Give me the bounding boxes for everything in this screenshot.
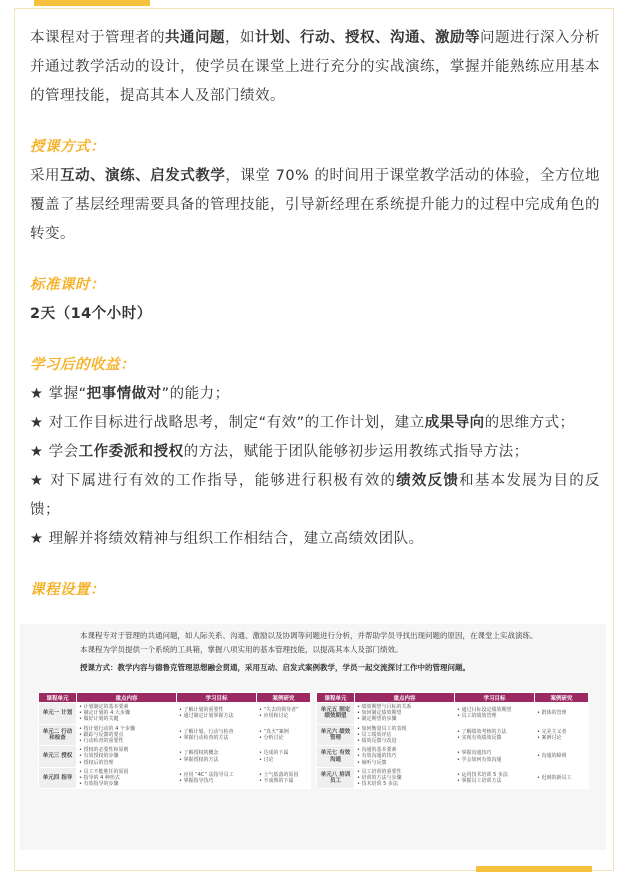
image-line-1: 本课程专对于管理的共通问题，如人际关系、沟通、激励以及协调等问题进行分析，并帮助学员寻找出现问题的原因，在课堂上实战演练。 [80,631,538,640]
table-cell-unit: 单元五 制定绩效期望 [317,703,355,725]
table-header-cell: 重点内容 [355,693,455,703]
table-cell-goal: • 了解计划、行动与检查 • 掌握行动检查的方法 [177,724,257,746]
table-header-cell: 学习目标 [177,693,257,703]
table-cell-content: • 如何衡量员工的表现 • 员工绩效评估 • 绩效反馈与改进 [355,724,455,746]
benefit-item: ★ 理解并将绩效精神与组织工作相结合，建立高绩效团队。 [30,531,424,547]
setup-heading: 课程设置： [30,582,105,598]
table-cell-goal: • 运用技术培训 5 步法 • 掌握员工培训方法 [455,767,535,789]
setup-section [30,576,600,605]
table-cell-case: • “失去的领导者” • 应用和讨论 [257,703,311,725]
image-line-3: 授课方式：教学内容与德鲁克管理思想融会贯通，采用互动、启发式案例教学，学员一起交流探讨工作中的管理问题。 [80,663,470,672]
table-row [39,767,311,789]
table-cell-unit: 单元四 指导 [39,767,77,789]
hours-section [30,271,600,329]
table-row [317,703,589,725]
table-cell-unit: 单元六 绩效管理 [317,724,355,746]
table-cell-content: • 绩效期望与目标的关系 • 如何制定绩效期望 • 制定期望的步骤 [355,703,455,725]
course-structure-image [20,624,606,850]
table-cell-unit: 单元二 行动和检查 [39,724,77,746]
article-body [30,24,600,605]
table-cell-content: • 计划制定的基本要素 • 制定计划的 4 大步骤 • 做好计划的关键 [77,703,177,725]
table-row [317,746,589,768]
table-cell-case: • 完美主义者 • 案例讨论 [535,724,589,746]
image-line-2: 本课程为学员提供一个系统的工具箱，掌握八项实用的基本管理技能，以提高其本人及部门绩效。 [80,645,403,654]
table-cell-content: • 沟通的基本要素 • 有效沟通的技巧 • 倾听与反馈 [355,746,455,768]
table-cell-goal: • 通过目标设定绩效期望 • 员工的绩效管理 [455,703,535,725]
table-header-cell: 重点内容 [77,693,177,703]
table-row [39,746,311,768]
table-header-cell: 课程单元 [317,693,355,703]
table-cell-goal: • 掌握沟通技巧 • 学会如何有效沟通 [455,746,535,768]
table-header-cell: 学习目标 [455,693,535,703]
benefit-item: ★ 对下属进行有效的工作指导，能够进行积极有效的绩效反馈和基本发展为目的反馈； [30,473,601,518]
table-cell-case: • 达成的下属 • 讨论 [257,746,311,768]
table-header-cell: 课程单元 [39,693,77,703]
benefits-list [30,380,600,554]
table-cell-goal: • 了解授权的概念 • 掌握授权的方法 [177,746,257,768]
method-text: 采用互动、演练、启发式教学，课堂 70% 的时间用于课堂教学活动的体验，全方位地覆盖了基层经理需要具备的管理技能，引导新经理在系统提升能力的过程中完成角色的转变。 [30,168,601,242]
hours-text: 2天（14个小时） [30,306,152,322]
course-table-left [38,692,311,789]
table-cell-content: • 员工培训的重要性 • 培训的方法与步骤 • 技术培训 5 步法 [355,767,455,789]
table-cell-goal: • 应用 “4C” 法指导员工 • 掌握指导技巧 [177,767,257,789]
table-cell-case: • 士气低落的原因 • 不成熟的下属 [257,767,311,789]
course-table-right [316,692,589,789]
table-header-cell: 案例研究 [257,693,311,703]
table-cell-goal: • 了解计划的重要性 • 通过制定计划掌握方法 [177,703,257,725]
table-cell-goal: • 了解绩效考核的方法 • 实现有效绩效反馈 [455,724,535,746]
table-cell-unit: 单元一 计划 [39,703,77,725]
table-row [39,703,311,725]
hours-heading: 标准课时： [30,277,105,293]
bottom-accent-bar [476,866,592,872]
method-heading: 授课方式： [30,139,105,155]
method-section [30,133,600,249]
intro-paragraph: 本课程对于管理者的共通问题，如计划、行动、授权、沟通、激励等问题进行深入分析并通过教学活动的设计，使学员在课堂上进行充分的实战演练，掌握并能熟练应用基本的管理技能，提高其本人及部门绩效。 [30,30,600,104]
table-cell-content: • 员工不能胜任的原因 • 指导的 4 种形式 • 有效指导的步骤 [77,767,177,789]
table-row [39,724,311,746]
table-row [317,767,589,789]
table-cell-content: • 按计划行动的 4 个步骤 • 跟踪与反馈的要点 • 行动检查的重要性 [77,724,177,746]
benefits-heading: 学习后的收益： [30,357,135,373]
benefit-item: ★ 学会工作委派和授权的方法，赋能于团队能够初步运用教练式指导方法； [30,444,529,460]
table-cell-unit: 单元七 有效沟通 [317,746,355,768]
table-header-cell: 案例研究 [535,693,589,703]
table-cell-case: • 沟通的障碍 [535,746,589,768]
table-row [317,724,589,746]
benefits-section [30,351,600,554]
benefit-item: ★ 对工作目标进行战略思考，制定“有效”的工作计划，建立成果导向的思维方式； [30,415,575,431]
table-cell-unit: 单元八 培训员工 [317,767,355,789]
benefit-item: ★ 掌握“把事情做对”的能力； [30,386,230,402]
table-cell-case: • 迟到的新员工 [535,767,589,789]
top-accent-bar [34,0,150,6]
table-cell-case: • 群体的管理 [535,703,589,725]
table-cell-case: • “真火”案例 • 分析讨论 [257,724,311,746]
table-cell-unit: 单元三 授权 [39,746,77,768]
table-cell-content: • 授权的必要性和原则 • 有效授权的步骤 • 授权后的管理 [77,746,177,768]
